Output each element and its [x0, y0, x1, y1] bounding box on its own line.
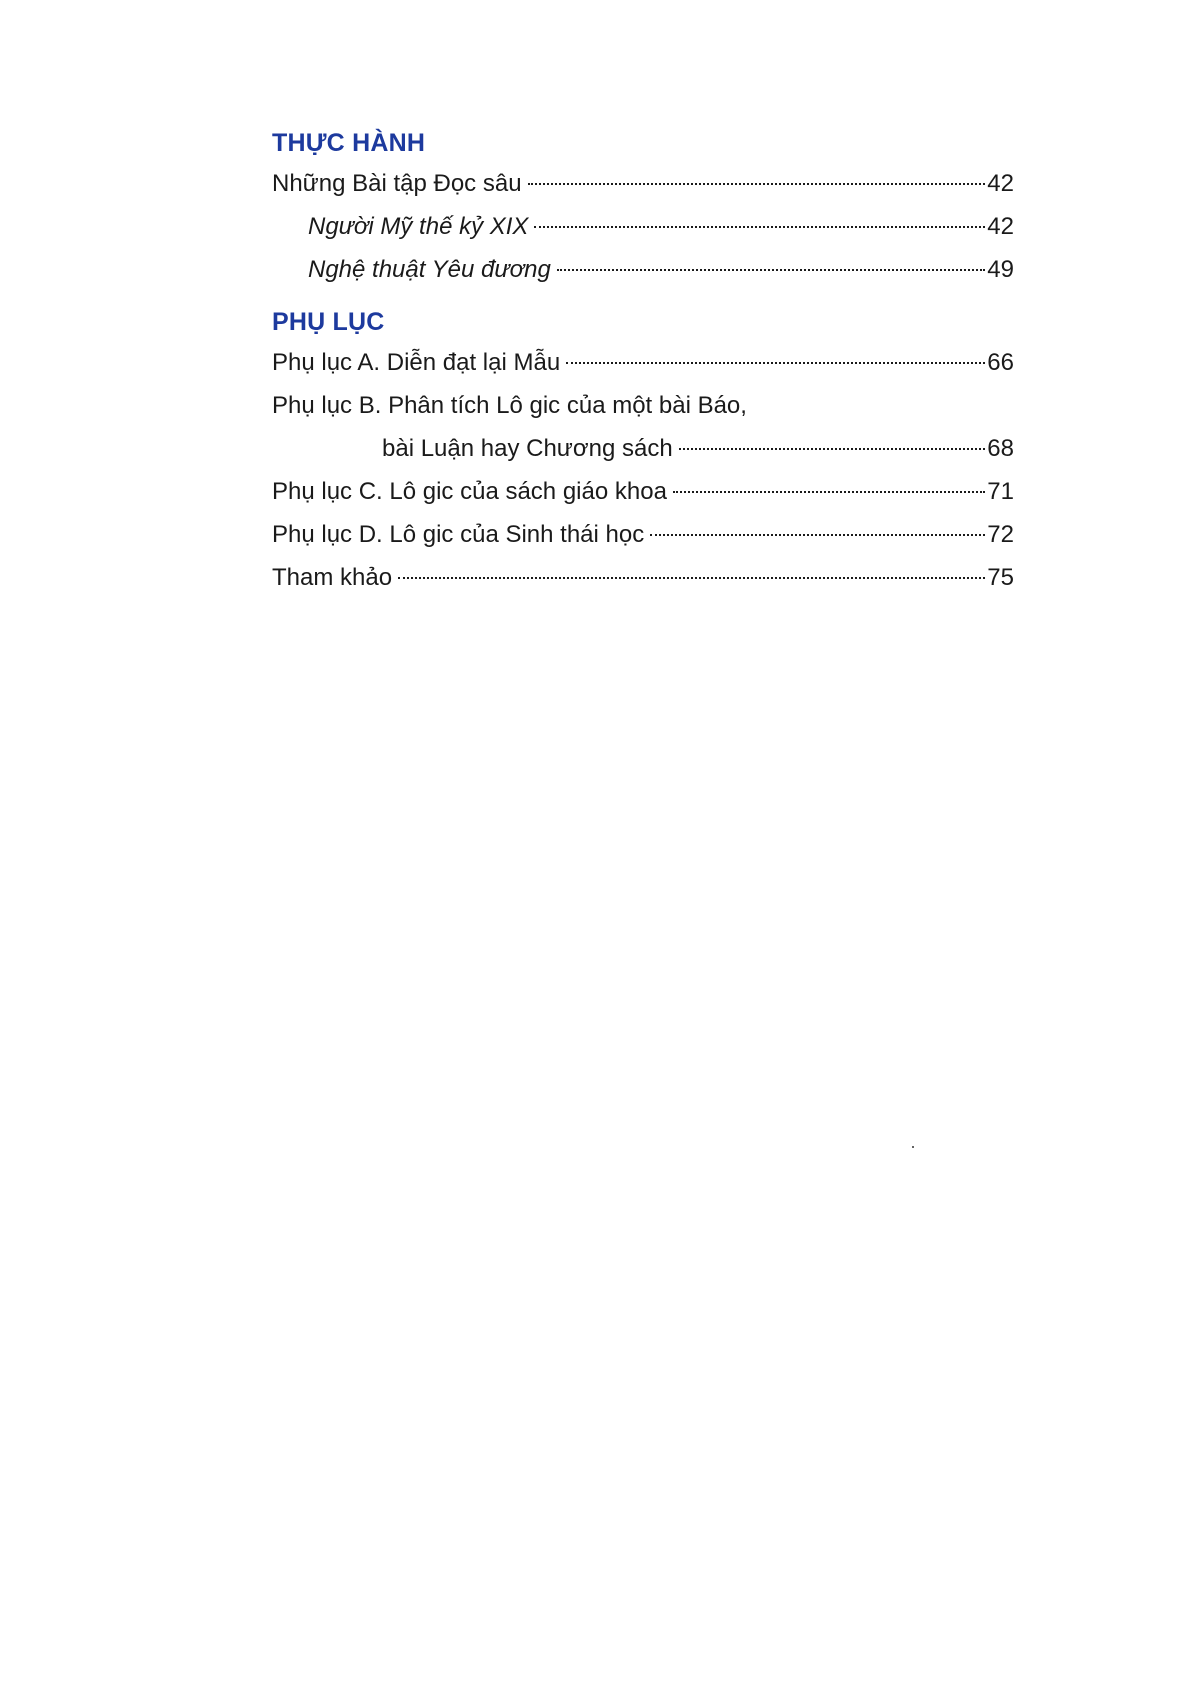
dot-leader: [534, 226, 985, 228]
dot-leader: [398, 577, 985, 579]
toc-entry-title: Tham khảo: [272, 564, 393, 591]
section-heading-thuc-hanh: THỰC HÀNH: [272, 129, 426, 157]
toc-entry: [272, 513, 1014, 556]
dot-leader: [566, 362, 985, 364]
dot-leader: [528, 183, 986, 185]
toc-entry-page: 49: [987, 256, 1014, 283]
toc-entry-continuation: [272, 427, 1014, 470]
toc-entry: [272, 556, 1014, 599]
section-heading-phu-luc: PHỤ LỤC: [272, 308, 385, 336]
dot-leader: [557, 269, 986, 271]
dot-leader: [679, 448, 986, 450]
toc-entry-title: Người Mỹ thế kỷ XIX: [308, 213, 529, 240]
toc-entry-page: 66: [987, 349, 1014, 376]
toc-entry-title: Phụ lục D. Lô gic của Sinh thái học: [272, 521, 645, 548]
toc-entry: [272, 162, 1014, 205]
toc-entry-title-line1: Phụ lục B. Phân tích Lô gic của một bài Báo,: [272, 392, 747, 419]
toc-entry: [272, 341, 1014, 384]
toc-entry-title: Phụ lục A. Diễn đạt lại Mẫu: [272, 349, 561, 376]
toc-entry-title: Nghệ thuật Yêu đương: [308, 256, 551, 283]
dot-leader: [650, 534, 985, 536]
toc-subentry: [272, 248, 1014, 291]
toc-entry-page: 42: [987, 170, 1014, 197]
toc-entry-page: 68: [987, 435, 1014, 462]
toc-entry-page: 75: [987, 564, 1014, 591]
toc-entry-page: 42: [987, 213, 1014, 240]
toc-entry: [272, 470, 1014, 513]
toc-entry-title: Những Bài tập Đọc sâu: [272, 170, 522, 197]
toc-entry-title: Phụ lục C. Lô gic của sách giáo khoa: [272, 478, 667, 505]
toc-subentry: [272, 205, 1014, 248]
toc-entry-page: 71: [987, 478, 1014, 505]
table-of-contents: [272, 124, 1014, 599]
toc-entry-title-line2: bài Luận hay Chương sách: [382, 435, 673, 462]
dot-leader: [673, 491, 985, 493]
toc-entry-page: 72: [987, 521, 1014, 548]
scan-speck: [912, 1146, 914, 1148]
